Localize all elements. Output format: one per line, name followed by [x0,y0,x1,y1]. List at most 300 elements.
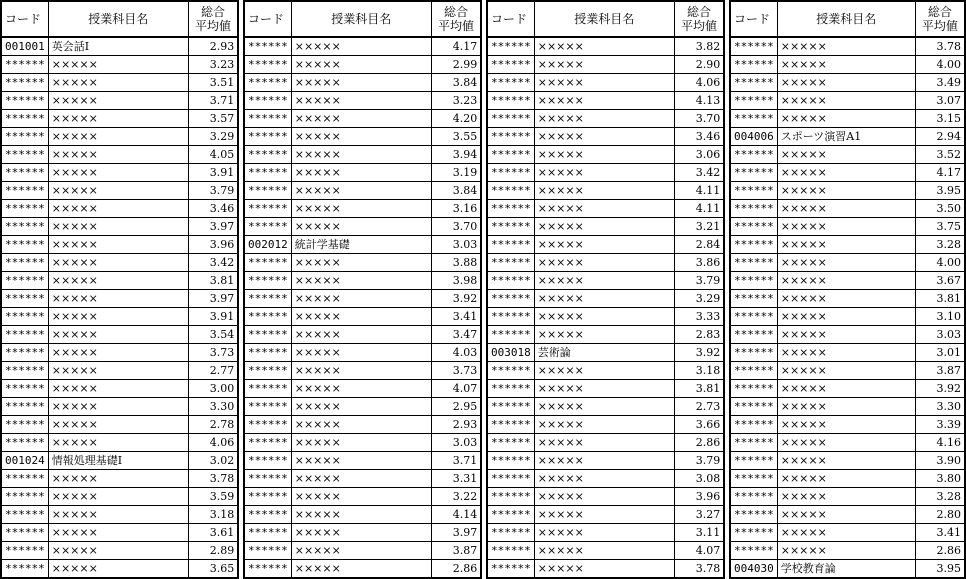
table-row [487,470,724,488]
course-name: ××××× [291,290,431,308]
course-name: 学校教育論 [777,560,915,579]
table-row [487,37,724,56]
table-row [730,272,965,290]
table-row [730,560,965,579]
course-name: ××××× [48,542,188,560]
course-name: ××××× [48,380,188,398]
overall-average: 4.17 [915,164,965,182]
course-name: ××××× [534,326,674,344]
table-row [487,74,724,92]
course-code: ****** [487,290,534,308]
table-row [730,164,965,182]
course-name: ××××× [291,362,431,380]
course-name: ××××× [777,146,915,164]
course-name: ××××× [534,488,674,506]
table-row [244,290,481,308]
table-row [244,488,481,506]
table-row [244,434,481,452]
course-name: ××××× [777,290,915,308]
course-code: ****** [244,290,291,308]
header-overall-average [188,1,238,37]
course-code: ****** [487,524,534,542]
overall-average: 3.46 [188,200,238,218]
overall-average: 3.46 [674,128,724,146]
table-row [730,362,965,380]
overall-average: 3.79 [674,272,724,290]
overall-average: 3.15 [915,110,965,128]
table-row [730,290,965,308]
course-code: ****** [244,524,291,542]
course-code: ****** [487,434,534,452]
course-name: 芸術論 [534,344,674,362]
table-row [487,506,724,524]
overall-average: 3.50 [915,200,965,218]
header-course-name: 授業科目名 [777,1,915,37]
table-row [487,488,724,506]
course-name: ××××× [291,308,431,326]
course-code: 002012 [244,236,291,254]
overall-average: 3.18 [188,506,238,524]
overall-average: 3.73 [431,362,481,380]
course-name: ××××× [291,254,431,272]
overall-average: 4.20 [431,110,481,128]
course-code: ****** [1,380,48,398]
table-row [1,200,238,218]
overall-average: 3.78 [915,37,965,56]
overall-average: 3.42 [188,254,238,272]
table-row [487,362,724,380]
table-row [1,344,238,362]
overall-average: 3.92 [431,290,481,308]
header-course-name: 授業科目名 [48,1,188,37]
table-row [1,326,238,344]
course-name: ××××× [777,506,915,524]
overall-average: 3.52 [915,146,965,164]
header-overall-average [674,1,724,37]
course-code: ****** [1,110,48,128]
table-row [730,344,965,362]
overall-average: 3.29 [188,128,238,146]
table-row [487,416,724,434]
overall-average: 3.81 [188,272,238,290]
overall-average: 3.21 [674,218,724,236]
table-row [487,434,724,452]
overall-average: 3.10 [915,308,965,326]
course-code: ****** [730,272,777,290]
overall-average: 3.02 [188,452,238,470]
table-row [487,236,724,254]
course-name: ××××× [291,542,431,560]
course-code: ****** [730,416,777,434]
course-name: ××××× [291,110,431,128]
overall-average: 2.86 [431,560,481,579]
header-average-line1: 総合 [686,5,711,19]
overall-average: 4.00 [915,56,965,74]
course-name: ××××× [777,218,915,236]
course-name: ××××× [534,110,674,128]
course-code: ****** [1,434,48,452]
overall-average: 3.51 [188,74,238,92]
table-row [244,524,481,542]
table-row [1,218,238,236]
course-name: ××××× [48,524,188,542]
overall-average: 3.80 [915,470,965,488]
table-row [487,218,724,236]
course-name: ××××× [291,380,431,398]
course-name: ××××× [291,506,431,524]
table-row [244,362,481,380]
overall-average: 3.33 [674,308,724,326]
overall-average: 3.67 [915,272,965,290]
course-table-1 [0,0,239,579]
table-row [244,380,481,398]
course-code: ****** [1,326,48,344]
table-row [730,308,965,326]
overall-average: 2.93 [431,416,481,434]
course-code: ****** [1,56,48,74]
overall-average: 3.91 [188,164,238,182]
table-row [730,74,965,92]
course-name: ××××× [48,416,188,434]
course-name: ××××× [291,398,431,416]
course-name: ××××× [291,182,431,200]
course-name: ××××× [777,362,915,380]
table-row [1,56,238,74]
table-row [1,92,238,110]
course-code: 001001 [1,37,48,56]
course-code: ****** [487,218,534,236]
course-name: ××××× [777,56,915,74]
table-row [1,560,238,579]
course-name: ××××× [291,92,431,110]
course-name: ××××× [291,272,431,290]
course-name: ××××× [48,236,188,254]
table-row [244,416,481,434]
overall-average: 3.39 [915,416,965,434]
course-name: ××××× [48,164,188,182]
course-name: ××××× [534,254,674,272]
table-row [244,146,481,164]
overall-average: 3.78 [674,560,724,579]
course-code: 004006 [730,128,777,146]
table-row [244,326,481,344]
overall-average: 3.28 [915,488,965,506]
course-code: ****** [730,92,777,110]
course-name: ××××× [534,398,674,416]
course-table-3 [486,0,725,579]
course-code: ****** [730,344,777,362]
course-name: ××××× [534,524,674,542]
course-name: 英会話Ⅰ [48,37,188,56]
course-code: ****** [487,37,534,56]
overall-average: 2.86 [915,542,965,560]
course-code: ****** [730,110,777,128]
table-row [1,74,238,92]
course-code: ****** [730,290,777,308]
table-row [730,470,965,488]
overall-average: 3.61 [188,524,238,542]
header-average-line1: 総合 [443,5,468,19]
course-code: ****** [1,74,48,92]
header-code: コード [1,1,48,37]
overall-average: 4.17 [431,37,481,56]
course-name: ××××× [48,254,188,272]
course-name: ××××× [48,218,188,236]
course-name: ××××× [534,506,674,524]
header-course-name: 授業科目名 [534,1,674,37]
course-code: ****** [244,398,291,416]
table-row [244,182,481,200]
overall-average: 3.70 [674,110,724,128]
table-row [487,146,724,164]
overall-average: 4.06 [674,74,724,92]
table-row [730,452,965,470]
course-code: ****** [244,254,291,272]
course-name: ××××× [48,506,188,524]
overall-average: 2.89 [188,542,238,560]
overall-average: 3.06 [674,146,724,164]
course-code: ****** [487,308,534,326]
overall-average: 3.79 [188,182,238,200]
table-row [1,542,238,560]
course-name: ××××× [777,452,915,470]
table-row [730,128,965,146]
overall-average: 3.07 [915,92,965,110]
course-code: ****** [487,92,534,110]
course-name: ××××× [534,452,674,470]
table-row [487,164,724,182]
table-row [244,37,481,56]
header-row [730,1,965,37]
course-name: ××××× [534,272,674,290]
overall-average: 2.77 [188,362,238,380]
course-code: ****** [1,560,48,579]
course-code: ****** [730,308,777,326]
course-name: ××××× [48,272,188,290]
course-code: ****** [730,56,777,74]
course-code: ****** [487,398,534,416]
table-row [1,37,238,56]
table-row [244,74,481,92]
table-row [730,146,965,164]
course-name: スポーツ演習A1 [777,128,915,146]
overall-average: 3.01 [915,344,965,362]
course-name: ××××× [291,560,431,579]
course-code: ****** [487,182,534,200]
course-name: ××××× [291,200,431,218]
course-table-2 [243,0,482,579]
overall-average: 4.00 [915,254,965,272]
course-name: ××××× [534,200,674,218]
course-code: ****** [487,74,534,92]
overall-average: 3.31 [431,470,481,488]
header-code: コード [244,1,291,37]
table-row [244,560,481,579]
course-name: ××××× [48,488,188,506]
course-name: ××××× [534,164,674,182]
course-name: ××××× [291,164,431,182]
overall-average: 3.08 [674,470,724,488]
course-name: ××××× [48,560,188,579]
overall-average: 3.98 [431,272,481,290]
overall-average: 3.96 [674,488,724,506]
overall-average: 4.11 [674,182,724,200]
course-code: 003018 [487,344,534,362]
overall-average: 3.23 [188,56,238,74]
overall-average: 3.94 [431,146,481,164]
course-name: ××××× [48,56,188,74]
course-name: ××××× [777,74,915,92]
course-code: ****** [487,236,534,254]
table-row [730,254,965,272]
table-row [487,542,724,560]
course-name: ××××× [534,236,674,254]
course-code: ****** [1,218,48,236]
course-code: ****** [244,200,291,218]
table-row [730,110,965,128]
overall-average: 4.16 [915,434,965,452]
table-row [487,290,724,308]
course-code: ****** [1,524,48,542]
course-name: ××××× [291,488,431,506]
table-row [730,398,965,416]
overall-average: 3.81 [674,380,724,398]
overall-average: 3.92 [674,344,724,362]
table-row [1,452,238,470]
overall-average: 4.06 [188,434,238,452]
course-name: ××××× [48,326,188,344]
overall-average: 3.97 [188,218,238,236]
table-row [1,254,238,272]
overall-average: 3.65 [188,560,238,579]
course-name: ××××× [48,182,188,200]
course-code: ****** [1,128,48,146]
course-name: ××××× [777,344,915,362]
course-code: ****** [244,128,291,146]
table-row [487,272,724,290]
table-row [487,56,724,74]
table-row [244,470,481,488]
table-row [244,128,481,146]
course-name: ××××× [291,416,431,434]
course-code: ****** [244,506,291,524]
table-row [1,488,238,506]
table-row [487,308,724,326]
overall-average: 4.11 [674,200,724,218]
course-name: ××××× [291,344,431,362]
course-code: ****** [487,56,534,74]
table-row [244,110,481,128]
overall-average: 3.59 [188,488,238,506]
course-name: ××××× [48,74,188,92]
course-code: ****** [730,398,777,416]
course-code: ****** [730,380,777,398]
table-row [487,92,724,110]
course-code: ****** [244,74,291,92]
course-name: ××××× [534,56,674,74]
overall-average: 3.47 [431,326,481,344]
overall-average: 4.07 [674,542,724,560]
course-name: ××××× [48,398,188,416]
course-code: ****** [730,236,777,254]
course-name: ××××× [291,56,431,74]
header-overall-average [431,1,481,37]
course-code: ****** [730,488,777,506]
course-name: ××××× [777,254,915,272]
table-row [1,146,238,164]
course-code: ****** [244,56,291,74]
course-code: ****** [1,272,48,290]
overall-average: 3.87 [431,542,481,560]
table-row [1,362,238,380]
table-row [487,452,724,470]
course-code: ****** [1,506,48,524]
course-code: ****** [1,416,48,434]
table-row [487,182,724,200]
course-name: ××××× [777,182,915,200]
overall-average: 3.23 [431,92,481,110]
overall-average: 3.18 [674,362,724,380]
overall-average: 2.78 [188,416,238,434]
table-row [487,398,724,416]
table-row [244,452,481,470]
table-row [1,434,238,452]
overall-average: 2.84 [674,236,724,254]
course-name: 統計学基礎 [291,236,431,254]
course-code: ****** [244,218,291,236]
course-name: ××××× [534,218,674,236]
course-code: ****** [730,146,777,164]
course-code: ****** [487,452,534,470]
overall-average: 3.90 [915,452,965,470]
course-code: ****** [244,92,291,110]
course-name: 情報処理基礎Ⅰ [48,452,188,470]
overall-average: 3.82 [674,37,724,56]
course-code: ****** [1,200,48,218]
table-row [244,308,481,326]
course-code: ****** [1,164,48,182]
overall-average: 3.29 [674,290,724,308]
course-code: ****** [730,506,777,524]
course-name: ××××× [534,308,674,326]
course-code: ****** [730,542,777,560]
table-row [487,560,724,579]
course-name: ××××× [777,542,915,560]
course-code: ****** [730,362,777,380]
course-code: ****** [1,236,48,254]
course-code: ****** [730,164,777,182]
overall-average: 3.75 [915,218,965,236]
course-code: ****** [244,452,291,470]
table-row [730,506,965,524]
course-code: ****** [730,470,777,488]
overall-average: 3.41 [431,308,481,326]
overall-average: 4.13 [674,92,724,110]
course-code: ****** [244,164,291,182]
course-code: ****** [244,182,291,200]
course-code: ****** [730,200,777,218]
course-code: ****** [1,470,48,488]
course-code: ****** [487,542,534,560]
table-row [1,506,238,524]
course-code: ****** [487,254,534,272]
header-row [244,1,481,37]
overall-average: 3.19 [431,164,481,182]
overall-average: 3.42 [674,164,724,182]
table-row [487,128,724,146]
course-code: ****** [487,326,534,344]
course-name: ××××× [48,110,188,128]
